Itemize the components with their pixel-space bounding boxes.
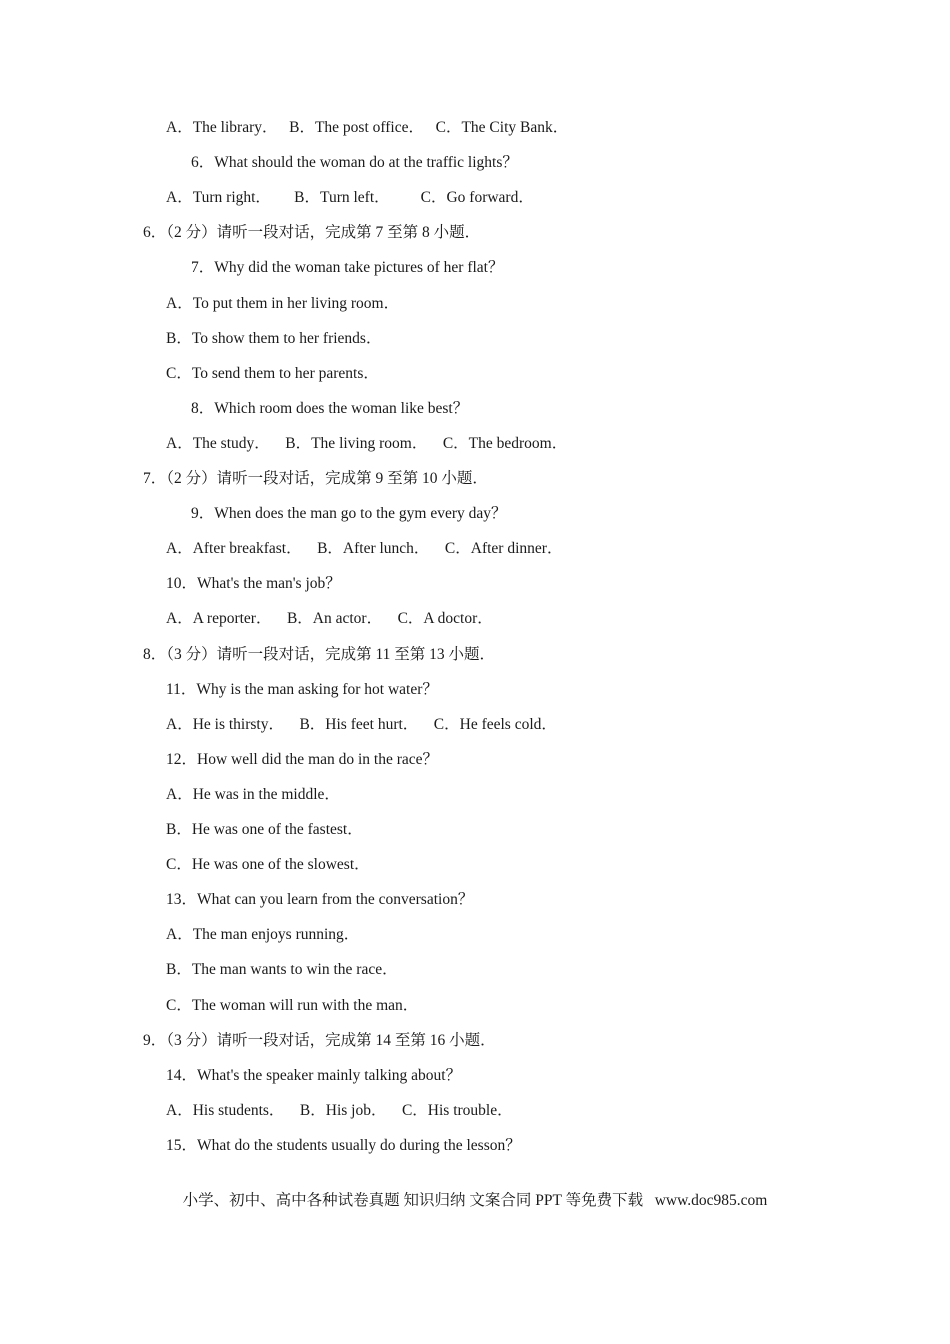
text-line: A．After breakfast． B．After lunch． C．After dinner． — [166, 540, 563, 557]
question-text: 7．Why did the woman take pictures of her flat？ — [191, 259, 504, 276]
section-heading: 7．（2 分）请听一段对话，完成第 9 至第 10 小题． — [143, 470, 488, 487]
section-heading: 9．（3 分）请听一段对话，完成第 14 至第 16 小题． — [143, 1032, 496, 1049]
text-line: A．To put them in her living room． — [166, 295, 400, 312]
text-line: 13．What can you learn from the conversation？ — [166, 891, 474, 908]
text-line: A．The library． B．The post office． C．The City Bank． — [166, 119, 569, 136]
text-line: A．Turn right． B．Turn left． C．Go forward． — [166, 189, 534, 206]
text-line: A．His students． B．His job． C．His trouble． — [166, 1102, 513, 1119]
question-text: 9．When does the man go to the gym every day？ — [191, 505, 507, 522]
text-line: C．The woman will run with the man． — [166, 997, 419, 1014]
text-line: B．To show them to her friends． — [166, 330, 382, 347]
text-line: A．The man enjoys running． — [166, 926, 360, 943]
text-line: B．He was one of the fastest． — [166, 821, 363, 838]
text-line: B．The man wants to win the race． — [166, 961, 398, 978]
text-line: C．He was one of the slowest． — [166, 856, 370, 873]
text-line: A．A reporter． B．An actor． C．A doctor． — [166, 610, 493, 627]
question-text: 6．What should the woman do at the traffic lights？ — [191, 154, 518, 171]
text-line: A．The study． B．The living room． C．The bedroom． — [166, 435, 568, 452]
text-line: 11．Why is the man asking for hot water？ — [166, 681, 438, 698]
text-line: A．He is thirsty． B．His feet hurt． C．He feels cold． — [166, 716, 557, 733]
text-line: 15．What do the students usually do during the lesson？ — [166, 1137, 521, 1154]
page-footer: 小学、初中、高中各种试卷真题 知识归纳 文案合同 PPT 等免费下载 www.doc985.com — [182, 1192, 768, 1209]
text-line: A．He was in the middle． — [166, 786, 340, 803]
text-line: 10．What's the man's job？ — [166, 575, 341, 592]
section-heading: 8．（3 分）请听一段对话，完成第 11 至第 13 小题． — [143, 646, 496, 663]
text-line: 14．What's the speaker mainly talking about？ — [166, 1067, 462, 1084]
text-line: 12．How well did the man do in the race？ — [166, 751, 439, 768]
question-text: 8．Which room does the woman like best？ — [191, 400, 469, 417]
text-line: C．To send them to her parents． — [166, 365, 379, 382]
section-heading: 6．（2 分）请听一段对话，完成第 7 至第 8 小题． — [143, 224, 481, 241]
